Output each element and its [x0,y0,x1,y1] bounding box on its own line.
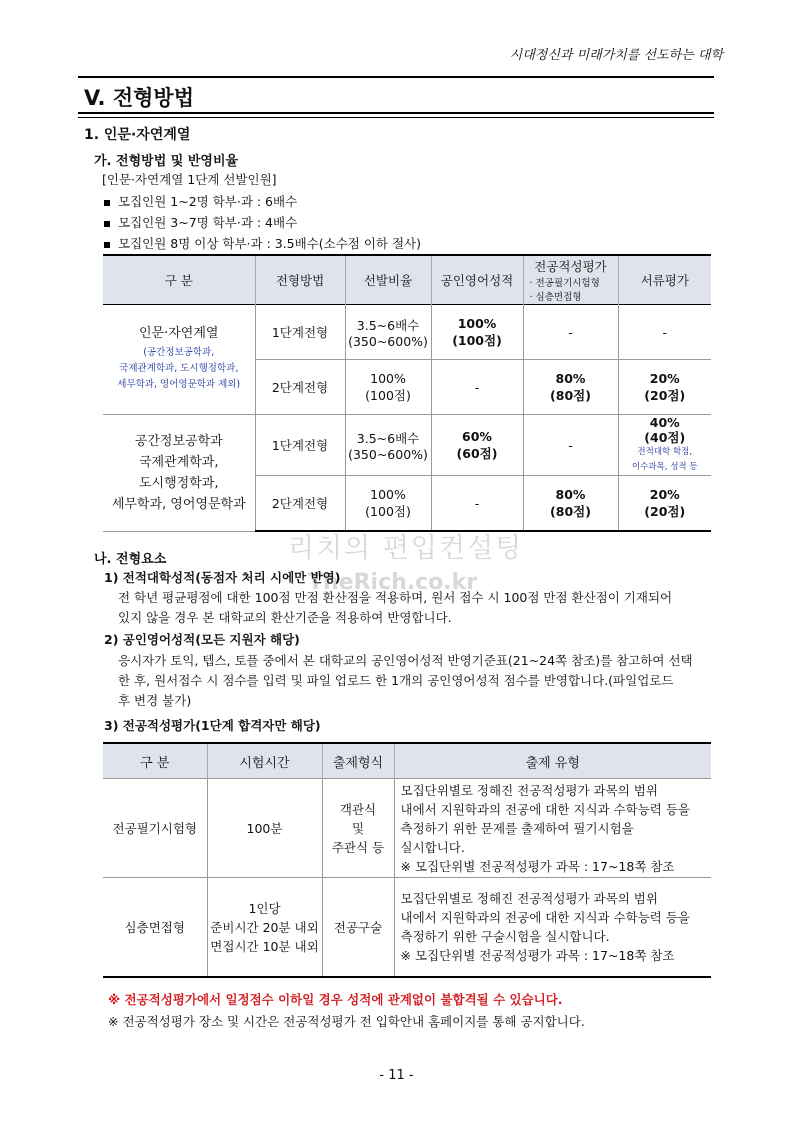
header-motto: 시대정신과 미래가치를 선도하는 대학 [509,48,723,63]
group-cell: 공간정보공학과 국제관계학과, 도시행정학과, 세무학과, 영어영문학과 [103,415,255,532]
desc-cell: 모집단위별로 정해진 전공적성평가 과목의 범위 내에서 지원학과의 전공에 대한 지식과 수학능력 등을 측정하기 위한 문제를 출제하여 필기시험을 실시합니다. ※ 모집단위별 전공적성평가 과목 : 17~18쪽 참조 [394,779,711,878]
form-cell: 객관식 및 주관식 등 [322,779,394,878]
note-red: ※ 전공적성평가에서 일정점수 이하일 경우 성적에 관계없이 불합격될 수 있습니다. [108,992,563,1007]
col-header: 출제 유형 [394,743,711,779]
group-cell: 인문·자연계열 (공간정보공학과, 국제관계학과, 도시행정학과, 세무학과, 영어영문학과 제외) [103,305,255,415]
table-row [103,878,711,978]
item3-title: 3) 전공적성평가(1단계 합격자만 해당) [104,718,321,733]
col-header: 구 분 [103,743,207,779]
time-cell: 100분 [207,779,322,878]
bullet-item: 모집인원 3~7명 학부·과 : 4배수 [104,213,297,231]
table-row [103,415,711,476]
apt-cell: 80% (80점) [523,476,618,532]
col-header: 공인영어성적 [431,255,523,305]
apt-cell: 80% (80점) [523,360,618,415]
ratio-cell: 100% (100점) [345,360,431,415]
apt-cell: - [523,415,618,476]
table-row [103,779,711,878]
table-header-row [103,743,711,779]
eng-cell: - [431,360,523,415]
eng-cell: 100% (100점) [431,305,523,360]
kind-cell: 전공필기시험형 [103,779,207,878]
selection-ratio-table [103,254,711,532]
col-header: 시험시간 [207,743,322,779]
doc-cell: - [618,305,711,360]
eng-cell: 60% (60점) [431,415,523,476]
method-cell: 2단계전형 [255,476,345,532]
item1-title: 1) 전적대학성적(동점자 처리 시에만 반영) [104,570,341,585]
form-cell: 전공구술 [322,878,394,978]
kind-cell: 심층면접형 [103,878,207,978]
time-cell: 1인당 준비시간 20분 내외 면접시간 10분 내외 [207,878,322,978]
table-header-row [103,255,711,305]
item2-title: 2) 공인영어성적(모든 지원자 해당) [104,632,300,647]
desc-cell: 모집단위별로 정해진 전공적성평가 과목의 범위 내에서 지원학과의 전공에 대한 지식과 수학능력 등을 측정하기 위한 구술시험을 실시합니다. ※ 모집단위별 전공적성평가 과목 : 17~18쪽 참조 [394,878,711,978]
eng-cell: - [431,476,523,532]
method-cell: 1단계전형 [255,415,345,476]
apt-cell: - [523,305,618,360]
ratio-cell: 100% (100점) [345,476,431,532]
item2-body: 응시자가 토익, 텝스, 토플 중에서 본 대학교의 공인영어성적 반영기준표(21~24쪽 참조)를 참고하여 선택 한 후, 원서접수 시 점수를 입력 및 파일 업로드 한 1개의 공인영어성적 점수를 반영합니다.(파일업로드 후 변경 불가) [118,653,693,708]
bullet-item: 모집인원 1~2명 학부·과 : 6배수 [104,192,297,210]
watermark-text: 리치의 편입컨설팅 [288,533,524,564]
method-cell: 1단계전형 [255,305,345,360]
s-b-heading: 나. 전형요소 [94,552,167,567]
item1-body: 전 학년 평균평점에 대한 100점 만점 환산점을 적용하며, 원서 접수 시 100점 만점 환산점이 기재되어 있지 않을 경우 본 대학교의 환산기준을 적용하여 반영합니다. [118,590,673,625]
col-header: 전공적성평가 · 전공필기시험형 · 심층면접형 [523,255,618,305]
aptitude-test-table [103,742,711,978]
table-row [103,305,711,360]
col-header: 구 분 [103,255,255,305]
section-title: V. 전형방법 [84,86,194,110]
col-header: 전형방법 [255,255,345,305]
watermark-url: TheRich.co.kr [308,570,478,595]
doc-cell: 40% (40점) 전적대학 학점, 이수과목, 성적 등 [618,415,711,476]
s1-sub-a: 가. 전형방법 및 반영비율 [94,154,239,169]
doc-cell: 20% (20점) [618,360,711,415]
ratio-cell: 3.5~6배수 (350~600%) [345,415,431,476]
method-cell: 2단계전형 [255,360,345,415]
bullet-item: 모집인원 8명 이상 학부·과 : 3.5배수(소수점 이하 절사) [104,234,421,252]
col-header: 선발비율 [345,255,431,305]
doc-cell: 20% (20점) [618,476,711,532]
page-number: - 11 - [379,1068,414,1083]
section-title-bar [78,76,714,114]
note-black: ※ 전공적성평가 장소 및 시간은 전공적성평가 전 입학안내 홈페이지를 통해 공지합니다. [108,1014,585,1029]
s1-bracket: [인문·자연계열 1단계 선발인원] [102,172,277,187]
ratio-cell: 3.5~6배수 (350~600%) [345,305,431,360]
col-header: 출제형식 [322,743,394,779]
s1-heading: 1. 인문·자연계열 [84,127,191,143]
col-header: 서류평가 [618,255,711,305]
